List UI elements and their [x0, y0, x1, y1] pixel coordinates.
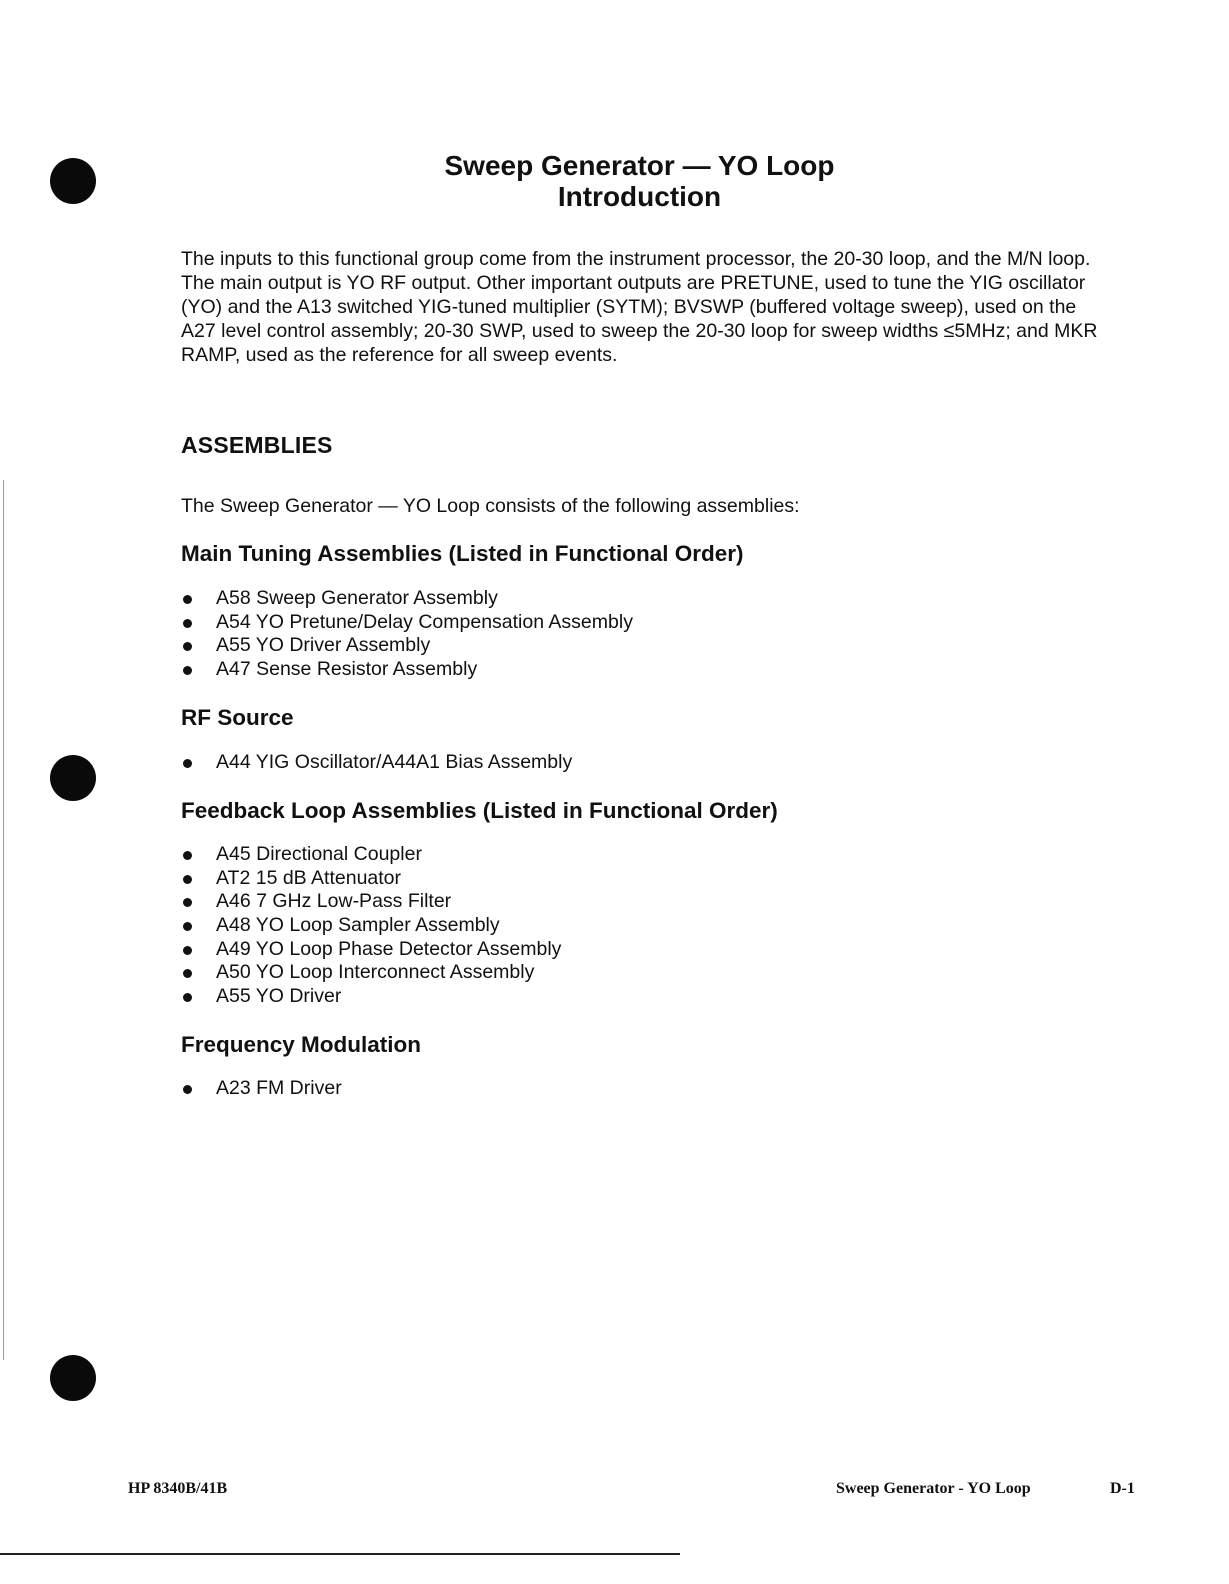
scan-edge-line [3, 480, 4, 1360]
list-item: AT2 15 dB Attenuator [181, 867, 561, 891]
list-item: A46 7 GHz Low-Pass Filter [181, 890, 561, 914]
list-item: A55 YO Driver [181, 985, 561, 1009]
assemblies-lead: The Sweep Generator — YO Loop consists of the following assemblies: [181, 495, 800, 517]
binder-hole-bottom [50, 1355, 96, 1401]
footer-model: HP 8340B/41B [128, 1480, 228, 1497]
bullet-icon [183, 1085, 192, 1094]
list-item: A49 YO Loop Phase Detector Assembly [181, 938, 561, 962]
binder-hole-middle [50, 755, 96, 801]
feedback-loop-list [181, 843, 561, 1009]
footer-section: Sweep Generator - YO Loop [836, 1480, 1031, 1497]
page-subtitle: Introduction [557, 181, 722, 212]
bullet-icon [183, 759, 192, 768]
bottom-rule [0, 1553, 680, 1555]
bullet-icon [183, 875, 192, 884]
bullet-icon [183, 946, 192, 955]
list-item: A47 Sense Resistor Assembly [181, 658, 633, 682]
frequency-modulation-heading: Frequency Modulation [181, 1032, 422, 1057]
bullet-icon [183, 993, 192, 1002]
list-item: A23 FM Driver [181, 1077, 342, 1101]
list-item: A58 Sweep Generator Assembly [181, 587, 633, 611]
feedback-loop-heading: Feedback Loop Assemblies (Listed in Functional Order) [181, 798, 778, 823]
footer-page-number: D-1 [1110, 1480, 1135, 1497]
list-item: A55 YO Driver Assembly [181, 634, 633, 658]
bullet-icon [183, 851, 192, 860]
bullet-icon [183, 969, 192, 978]
assemblies-heading: ASSEMBLIES [181, 432, 333, 458]
main-tuning-list [181, 587, 633, 682]
rf-source-list [181, 751, 572, 775]
bullet-icon [183, 642, 192, 651]
rf-source-heading: RF Source [181, 705, 294, 730]
list-item: A44 YIG Oscillator/A44A1 Bias Assembly [181, 751, 572, 775]
bullet-icon [183, 898, 192, 907]
list-item: A45 Directional Coupler [181, 843, 561, 867]
intro-paragraph: The inputs to this functional group come from the instrument processor, the 20-30 loop, and the M/N loop. The main output is YO RF output. Other important outputs are PRETUNE, used to tune the YIG oscillator (YO) and the A13 switched YIG-tuned multiplier (SYTM); BVSWP (buffered voltage sweep), used on the A27 level control assembly; 20-30 SWP, used to sweep the 20-30 loop for sweep widths ≤5MHz; and MKR RAMP, used as the reference for all sweep events. [181, 248, 1098, 366]
bullet-icon [183, 595, 192, 604]
list-item: A48 YO Loop Sampler Assembly [181, 914, 561, 938]
list-item: A54 YO Pretune/Delay Compensation Assembly [181, 611, 633, 635]
list-item: A50 YO Loop Interconnect Assembly [181, 961, 561, 985]
frequency-modulation-list [181, 1077, 342, 1101]
main-tuning-heading: Main Tuning Assemblies (Listed in Functional Order) [181, 541, 744, 566]
bullet-icon [183, 619, 192, 628]
bullet-icon [183, 666, 192, 675]
bullet-icon [183, 922, 192, 931]
page-title: Sweep Generator — YO Loop [444, 150, 835, 181]
